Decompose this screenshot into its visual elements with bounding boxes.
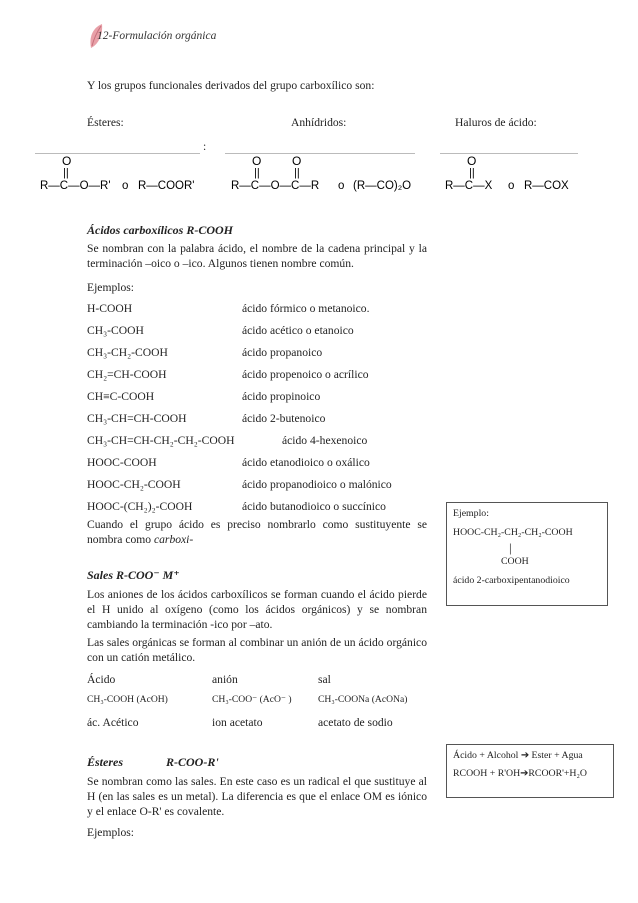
ester-alt-formula: R—COOR' (138, 180, 195, 192)
halide-oxygen: O (467, 154, 477, 168)
list-item: HOOC-CH₂-COOH ácido propanodioico o malónico (87, 478, 392, 491)
reaction-box (446, 744, 614, 798)
salts-table-cell: acetato de sodio (318, 716, 393, 729)
salts-table-cell: ác. Acético (87, 716, 139, 729)
esters-heading: Ésteres (87, 755, 123, 769)
colon-mark: : (203, 140, 207, 153)
list-item: HOOC-(CH₂)₂-COOH ácido butanodioico o succínico (87, 500, 386, 513)
halide-formula: R—C—X (445, 180, 493, 192)
acids-examples-label: Ejemplos: (87, 281, 135, 294)
list-item: CH₃-COOH ácido acético o etanoico (87, 324, 354, 337)
salts-table-cell: ion acetato (212, 716, 263, 729)
list-item: H-COOH ácido fórmico o metanoico. (87, 302, 370, 315)
anhydride-double-bond-1: || (254, 167, 260, 179)
halide-double-bond: || (469, 167, 475, 179)
list-item: CH₂=CH-COOH ácido propenoico o acrílico (87, 368, 369, 381)
ester-formula: R—C—O—R' (40, 180, 111, 192)
anhidridos-label: Anhídridos: (291, 116, 347, 129)
example-box-label: Ejemplo: (453, 508, 489, 519)
example-box (446, 502, 608, 606)
haluros-label: Haluros de ácido: (455, 116, 537, 129)
intro-text: Y los grupos funcionales derivados del grupo carboxílico son: (87, 79, 375, 92)
carboxi-paragraph: Cuando el grupo ácido es preciso nombrarlo como sustituyente se nombra como carboxi- (87, 518, 427, 546)
esters-examples-label: Ejemplos: (87, 826, 135, 839)
salts-table-head-salt: sal (318, 673, 331, 686)
esters-paragraph: Se nombran como las sales. En este caso es un radical el que sustituye al H (en las sales es un metal). La diferencia es que el enlace OM es iónico y el enlace O-R' es covalente. (87, 775, 427, 818)
carboxi-word: carboxi- (153, 533, 194, 546)
salts-paragraph-1: Los aniones de los ácidos carboxílicos se forman cuando el ácido pierde el H unido al oxígeno (como los ácidos orgánicos) y se nombran cambiando la terminación -ico por –ato. (87, 588, 427, 631)
acids-paragraph: Se nombran con la palabra ácido, el nombre de la cadena principal y la terminación –oico o –ico. Algunos tienen nombre común. (87, 242, 427, 270)
anhydride-double-bond-2: || (294, 167, 300, 179)
example-box-branch-bond: | (509, 540, 512, 555)
example-box-branch: COOH (501, 556, 529, 567)
page-header-title: 12-Formulación orgánica (97, 30, 217, 42)
list-item: CH₃-CH=CH-CH₂-CH₂-COOH ácido 4-hexenoico (87, 434, 368, 447)
salts-table-head-anion: anión (212, 673, 238, 686)
ester-oxygen: O (62, 154, 72, 168)
list-item: CH₃-CH₂-COOH ácido propanoico (87, 346, 323, 359)
list-item: HOOC-COOH ácido etanodioico o oxálico (87, 456, 370, 469)
salts-table-cell: CH₃-COONa (AcONa) (318, 694, 408, 705)
esteres-label: Ésteres: (87, 116, 124, 129)
halide-or: o (508, 180, 515, 192)
anhydride-oxygen-1: O (252, 154, 262, 168)
esters-heading-formula: R-COO-R' (166, 755, 219, 769)
acids-heading: Ácidos carboxílicos R-COOH (87, 223, 233, 237)
ester-double-bond: || (63, 167, 69, 179)
salts-heading: Sales R-COO⁻ M⁺ (87, 568, 180, 582)
anhydride-formula: R—C—O—C—R (231, 180, 320, 192)
list-item: CH≡C-COOH ácido propinoico (87, 390, 321, 403)
ester-or: o (122, 180, 129, 192)
salts-paragraph-2: Las sales orgánicas se forman al combinar un anión de un ácido orgánico con un catión metálico. (87, 636, 427, 664)
list-item: CH₃-CH=CH-COOH ácido 2-butenoico (87, 412, 326, 425)
anhydride-alt-formula: (R—CO)₂O (353, 180, 412, 192)
example-box-formula: HOOC-CH₂-CH₂-CH₂-COOH (453, 527, 573, 538)
salts-table-cell: CH₃-COO⁻ (AcO⁻ ) (212, 694, 292, 705)
anhydride-oxygen-2: O (292, 154, 302, 168)
salts-table-cell: CH₃-COOH (AcOH) (87, 694, 168, 705)
halide-alt-formula: R—COX (524, 180, 569, 192)
reaction-box-line-2: RCOOH + R'OH➔RCOOR'+H₂O (453, 768, 587, 779)
salts-table-head-acid: Ácido (87, 673, 116, 686)
anhydride-or: o (338, 180, 345, 192)
reaction-box-line-1: Ácido + Alcohol ➔ Ester + Agua (453, 750, 583, 761)
example-box-name: ácido 2-carboxipentanodioico (453, 575, 570, 586)
